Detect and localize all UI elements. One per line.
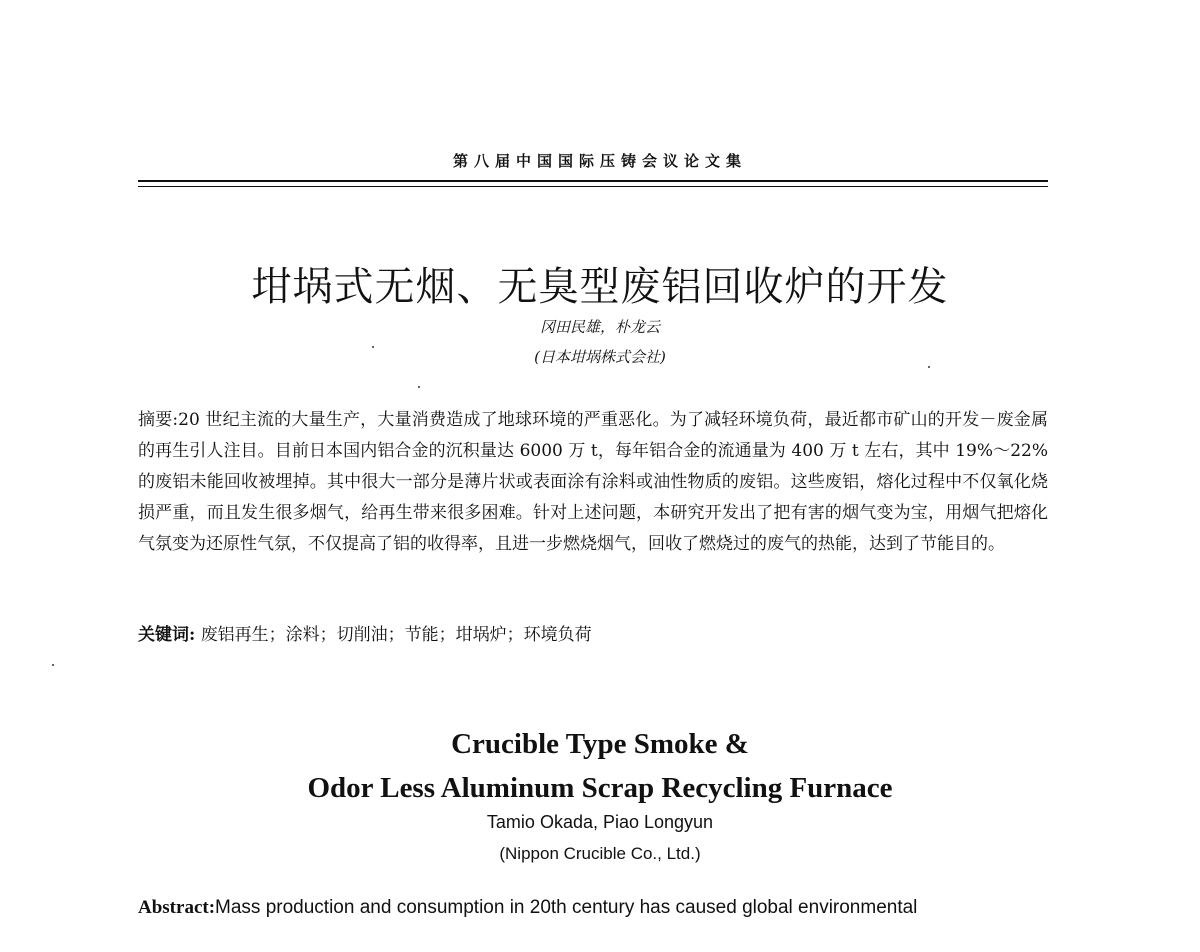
scan-speck [418,386,420,388]
chinese-affiliation: (日本坩埚株式会社) [534,348,666,366]
english-abstract-text: Mass production and consumption in 20th century has caused global environmental [215,897,918,918]
english-title-line-1: Crucible Type Smoke & [451,728,749,760]
chinese-abstract-label: 摘要: [138,410,179,430]
chinese-keywords [138,622,1048,648]
scan-speck [372,346,374,348]
chinese-keywords-label: 关键词: [138,625,196,645]
scan-speck [928,366,930,368]
english-affiliation: (Nippon Crucible Co., Ltd.) [499,844,701,863]
chinese-abstract [138,405,1048,560]
english-authors: Tamio Okada, Piao Longyun [486,812,714,832]
chinese-authors: 冈田民雄，朴龙云 [539,318,660,336]
chinese-keywords-text: 废铝再生；涂料；切削油；节能；坩埚炉；环境负荷 [200,625,592,645]
running-header: 第八届中国国际压铸会议论文集 [452,152,747,170]
header-rule-thin [138,186,1048,187]
english-abstract-label: Abstract: [138,897,216,918]
header-rule-thick [138,180,1048,182]
english-title-line-2: Odor Less Aluminum Scrap Recycling Furnace [307,772,893,804]
scan-speck [52,664,54,666]
chinese-abstract-text: 20 世纪主流的大量生产，大量消费造成了地球环境的严重恶化。为了减轻环境负荷，最近都市矿山的开发－废金属的再生引人注目。目前日本国内铝合金的沉积量达 6000 万 t，每年铝合金的流通量为 400 万 t 左右，其中 19%～22%的废铝未能回收被埋掉。其中很大一部分是薄片状或表面涂有涂料或油性物质的废铝。这些废铝，熔化过程中不仅氧化烧损严重，而且发生很多烟气，给再生带来很多困难。针对上述问题，本研究开发出了把有害的烟气变为宝，用烟气把熔化气氛变为还原性气氛，不仅提高了铝的收得率，且进一步燃烧烟气，回收了燃烧过的废气的热能，达到了节能目的。 [138,410,1048,554]
chinese-title: 坩埚式无烟、无臭型废铝回收炉的开发 [251,264,949,310]
english-title [0,722,1200,810]
english-abstract [138,893,1048,923]
